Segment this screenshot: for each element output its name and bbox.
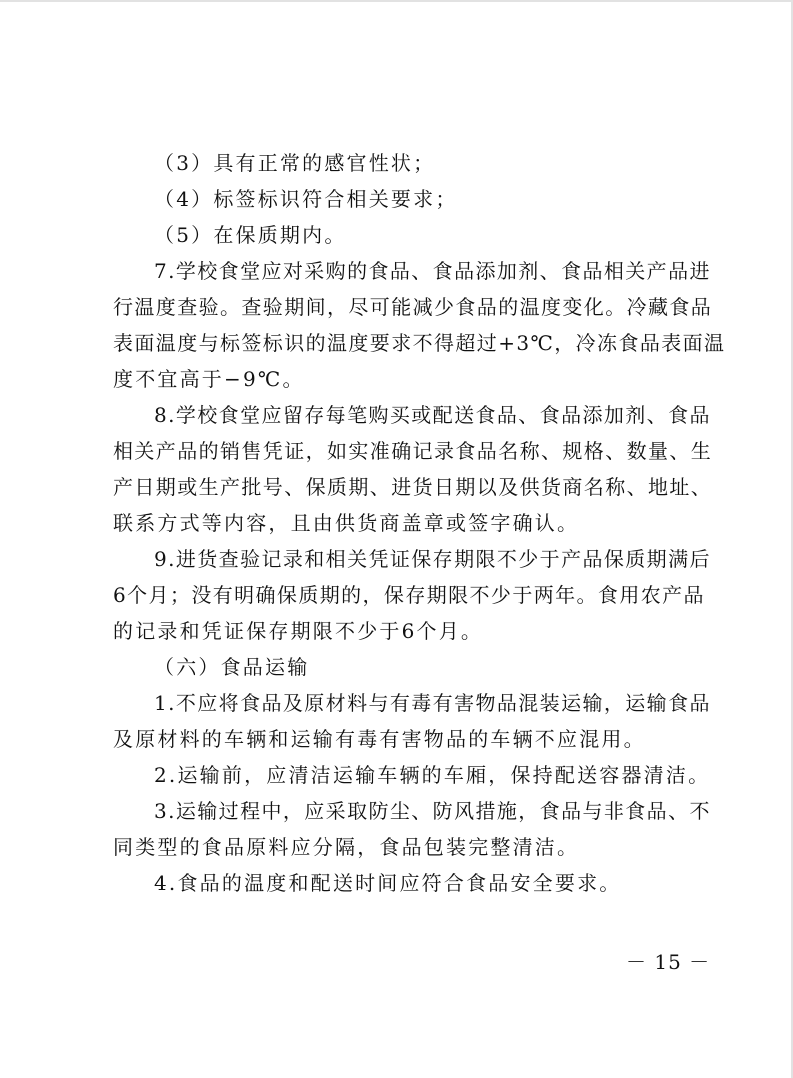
transport-clause-2: 2.运输前，应清洁运输车辆的车厢，保持配送容器清洁。 [154,763,711,787]
clause-8-line-2: 相关产品的销售凭证，如实准确记录食品名称、规格、数量、生 [113,439,713,463]
transport-clause-1-line-2: 及原材料的车辆和运输有毒有害物品的车辆不应混用。 [113,727,646,751]
clause-8-line-1: 8.学校食堂应留存每笔购买或配送食品、食品添加剂、食品 [154,403,711,427]
transport-clause-3-line-2: 同类型的食品原料应分隔，食品包装完整清洁。 [113,835,580,859]
transport-clause-1-line-1: 1.不应将食品及原材料与有毒有害物品混装运输，运输食品 [154,691,711,715]
clause-7-line-1: 7.学校食堂应对采购的食品、食品添加剂、食品相关产品进 [154,259,711,283]
transport-clause-3-line-1: 3.运输过程中，应采取防尘、防风措施，食品与非食品、不 [154,799,711,823]
list-item-5: （5）在保质期内。 [154,223,347,247]
clause-7-line-3: 表面温度与标签标识的温度要求不得超过+3℃，冷冻食品表面温 [113,331,726,355]
clause-8-line-4: 联系方式等内容，且由供货商盖章或签字确认。 [113,511,580,535]
clause-9-line-3: 的记录和凭证保存期限不少于6个月。 [113,619,484,643]
page-number: － 15 － [626,950,711,974]
clause-9-line-1: 9.进货查验记录和相关凭证保存期限不少于产品保质期满后 [154,547,711,571]
list-item-3: （3）具有正常的感官性状； [154,151,436,175]
clause-7-line-4: 度不宜高于−9℃。 [113,367,305,391]
transport-clause-4: 4.食品的温度和配送时间应符合食品安全要求。 [154,871,622,895]
list-item-4: （4）标签标识符合相关要求； [154,187,458,211]
section-heading-food-transport: （六）食品运输 [154,655,310,679]
clause-7-line-2: 行温度查验。查验期间，尽可能减少食品的温度变化。冷藏食品 [113,295,713,319]
clause-9-line-2: 6个月；没有明确保质期的，保存期限不少于两年。食用农产品 [113,583,705,607]
clause-8-line-3: 产日期或生产批号、保质期、进货日期以及供货商名称、地址、 [113,475,713,499]
document-body [113,145,726,901]
page-edge-top [0,0,793,2]
